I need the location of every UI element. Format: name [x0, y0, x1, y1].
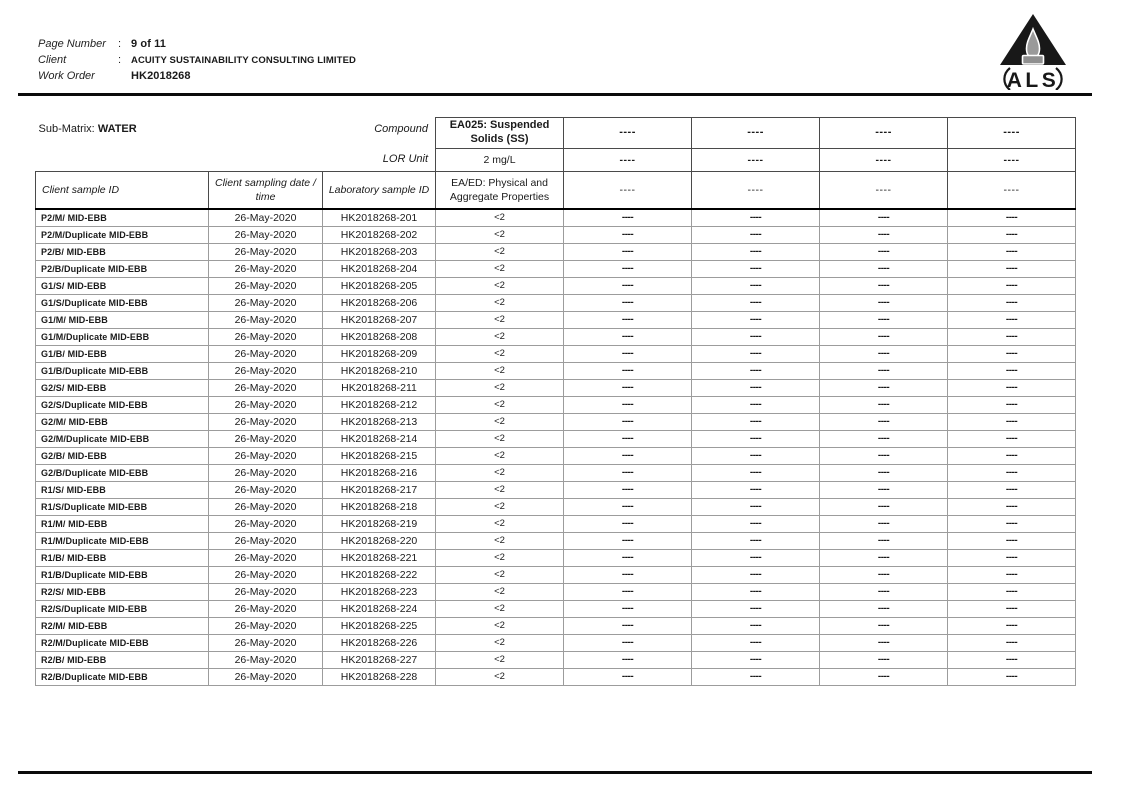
meta-row-page-number: [38, 38, 356, 54]
sample-row: [36, 294, 1076, 311]
result-value: ----: [820, 634, 948, 651]
sample-row: [36, 515, 1076, 532]
sampling-date: 26-May-2020: [209, 396, 323, 413]
result-value: <2: [436, 379, 564, 396]
result-value: <2: [436, 600, 564, 617]
laboratory-sample-id: HK2018268-226: [323, 634, 436, 651]
sampling-date: 26-May-2020: [209, 549, 323, 566]
result-value: <2: [436, 566, 564, 583]
result-value: <2: [436, 549, 564, 566]
compound-dash-cell: ----: [820, 118, 948, 149]
result-value: ----: [564, 549, 692, 566]
result-value: ----: [820, 396, 948, 413]
result-value: ----: [820, 515, 948, 532]
client-sample-id: P2/B/ MID-EBB: [36, 243, 209, 260]
result-value: ----: [948, 668, 1076, 685]
result-value: ----: [820, 464, 948, 481]
laboratory-sample-id: HK2018268-202: [323, 226, 436, 243]
client-sample-id: R2/S/Duplicate MID-EBB: [36, 600, 209, 617]
client-sample-id: G2/B/Duplicate MID-EBB: [36, 464, 209, 481]
sample-row: [36, 617, 1076, 634]
als-logo-icon: [998, 12, 1068, 90]
laboratory-sample-id: HK2018268-210: [323, 362, 436, 379]
client-sample-id: G2/S/Duplicate MID-EBB: [36, 396, 209, 413]
result-value: ----: [820, 600, 948, 617]
laboratory-sample-id: HK2018268-222: [323, 566, 436, 583]
result-value: ----: [564, 668, 692, 685]
meta-row-client: [38, 54, 356, 70]
client-sample-id: R2/M/Duplicate MID-EBB: [36, 634, 209, 651]
client-sample-id: R2/S/ MID-EBB: [36, 583, 209, 600]
laboratory-sample-id: HK2018268-223: [323, 583, 436, 600]
client-sample-id: G2/S/ MID-EBB: [36, 379, 209, 396]
result-value: <2: [436, 430, 564, 447]
sample-row: [36, 379, 1076, 396]
client-sample-id: P2/M/Duplicate MID-EBB: [36, 226, 209, 243]
sample-row: [36, 634, 1076, 651]
method-dash-cell: ----: [692, 171, 820, 209]
lor-dash-cell: ----: [820, 148, 948, 171]
client-sample-id: G2/M/ MID-EBB: [36, 413, 209, 430]
col-header-sampling-date: Client sampling date / time: [209, 171, 323, 209]
sample-row: [36, 651, 1076, 668]
result-value: <2: [436, 226, 564, 243]
sampling-date: 26-May-2020: [209, 651, 323, 668]
laboratory-sample-id: HK2018268-220: [323, 532, 436, 549]
sample-row: [36, 583, 1076, 600]
sample-row: [36, 396, 1076, 413]
result-value: ----: [564, 345, 692, 362]
result-value: ----: [820, 651, 948, 668]
column-header-row: [36, 171, 1076, 209]
sampling-date: 26-May-2020: [209, 617, 323, 634]
sampling-date: 26-May-2020: [209, 481, 323, 498]
laboratory-sample-id: HK2018268-208: [323, 328, 436, 345]
result-value: <2: [436, 651, 564, 668]
sampling-date: 26-May-2020: [209, 464, 323, 481]
result-value: ----: [948, 634, 1076, 651]
result-value: ----: [692, 617, 820, 634]
client-sample-id: G2/M/Duplicate MID-EBB: [36, 430, 209, 447]
sample-row: [36, 549, 1076, 566]
sample-row: [36, 668, 1076, 685]
sample-row: [36, 260, 1076, 277]
client-sample-id: P2/M/ MID-EBB: [36, 209, 209, 226]
result-value: ----: [564, 600, 692, 617]
result-value: ----: [948, 583, 1076, 600]
result-value: <2: [436, 515, 564, 532]
lor-dash-cell: ----: [692, 148, 820, 171]
result-value: ----: [692, 430, 820, 447]
sampling-date: 26-May-2020: [209, 209, 323, 226]
result-value: <2: [436, 243, 564, 260]
result-value: ----: [820, 617, 948, 634]
compound-dash-cell: ----: [564, 118, 692, 149]
result-value: ----: [820, 430, 948, 447]
client-sample-id: R1/M/Duplicate MID-EBB: [36, 532, 209, 549]
work-order-value: HK2018268: [131, 70, 191, 82]
result-value: ----: [564, 617, 692, 634]
sample-row: [36, 532, 1076, 549]
sampling-date: 26-May-2020: [209, 566, 323, 583]
sub-matrix-label: Sub-Matrix:: [38, 122, 95, 135]
result-value: ----: [948, 260, 1076, 277]
page-number-label: Page Number: [38, 38, 106, 50]
result-value: ----: [564, 498, 692, 515]
result-value: ----: [948, 413, 1076, 430]
result-value: ----: [820, 668, 948, 685]
result-value: ----: [564, 430, 692, 447]
result-value: ----: [820, 498, 948, 515]
client-sample-id: G1/S/Duplicate MID-EBB: [36, 294, 209, 311]
result-value: ----: [948, 549, 1076, 566]
result-value: ----: [948, 532, 1076, 549]
result-value: ----: [948, 651, 1076, 668]
result-value: ----: [564, 396, 692, 413]
laboratory-sample-id: HK2018268-212: [323, 396, 436, 413]
sample-row: [36, 311, 1076, 328]
client-sample-id: R1/S/Duplicate MID-EBB: [36, 498, 209, 515]
laboratory-sample-id: HK2018268-218: [323, 498, 436, 515]
result-value: ----: [564, 311, 692, 328]
sample-row: [36, 413, 1076, 430]
result-value: ----: [948, 345, 1076, 362]
sample-row: [36, 600, 1076, 617]
footer-divider-rule: [18, 771, 1092, 774]
client-sample-id: R2/M/ MID-EBB: [36, 617, 209, 634]
result-value: <2: [436, 294, 564, 311]
client-sample-id: G2/B/ MID-EBB: [36, 447, 209, 464]
sample-row: [36, 430, 1076, 447]
sample-row: [36, 498, 1076, 515]
result-value: ----: [948, 464, 1076, 481]
method-dash-cell: ----: [564, 171, 692, 209]
lor-unit-cell: 2 mg/L: [436, 148, 564, 171]
method-dash-cell: ----: [820, 171, 948, 209]
result-value: ----: [692, 260, 820, 277]
result-value: ----: [692, 413, 820, 430]
laboratory-sample-id: HK2018268-219: [323, 515, 436, 532]
result-value: ----: [564, 583, 692, 600]
result-value: ----: [948, 566, 1076, 583]
compound-dash-cell: ----: [692, 118, 820, 149]
sampling-date: 26-May-2020: [209, 413, 323, 430]
result-value: <2: [436, 498, 564, 515]
result-value: ----: [692, 566, 820, 583]
sampling-date: 26-May-2020: [209, 294, 323, 311]
sample-row: [36, 345, 1076, 362]
client-sample-id: G1/M/Duplicate MID-EBB: [36, 328, 209, 345]
laboratory-sample-id: HK2018268-206: [323, 294, 436, 311]
client-sample-id: G1/S/ MID-EBB: [36, 277, 209, 294]
page-number-value: 9 of 11: [131, 38, 166, 50]
result-value: ----: [948, 396, 1076, 413]
result-value: <2: [436, 362, 564, 379]
result-value: ----: [820, 243, 948, 260]
result-value: ----: [820, 447, 948, 464]
result-value: <2: [436, 396, 564, 413]
result-value: ----: [820, 549, 948, 566]
sample-row: [36, 277, 1076, 294]
result-value: ----: [692, 328, 820, 345]
sample-row: [36, 209, 1076, 226]
result-value: ----: [692, 362, 820, 379]
result-value: ----: [692, 515, 820, 532]
sampling-date: 26-May-2020: [209, 260, 323, 277]
sampling-date: 26-May-2020: [209, 583, 323, 600]
sub-matrix-value: WATER: [97, 122, 137, 135]
result-value: ----: [948, 379, 1076, 396]
laboratory-sample-id: HK2018268-205: [323, 277, 436, 294]
result-value: <2: [436, 260, 564, 277]
compound-label: Compound: [374, 122, 429, 135]
result-value: ----: [692, 532, 820, 549]
col-header-client-sample-id: Client sample ID: [36, 171, 209, 209]
sampling-date: 26-May-2020: [209, 634, 323, 651]
sample-row: [36, 226, 1076, 243]
result-value: ----: [692, 549, 820, 566]
sampling-date: 26-May-2020: [209, 668, 323, 685]
work-order-label: Work Order: [38, 70, 95, 82]
sampling-date: 26-May-2020: [209, 600, 323, 617]
result-value: ----: [948, 277, 1076, 294]
result-value: <2: [436, 634, 564, 651]
result-value: ----: [820, 566, 948, 583]
laboratory-sample-id: HK2018268-217: [323, 481, 436, 498]
client-sample-id: R2/B/Duplicate MID-EBB: [36, 668, 209, 685]
result-value: ----: [564, 447, 692, 464]
client-sample-id: R2/B/ MID-EBB: [36, 651, 209, 668]
result-value: ----: [564, 481, 692, 498]
result-value: <2: [436, 345, 564, 362]
result-value: ----: [948, 243, 1076, 260]
result-value: <2: [436, 464, 564, 481]
result-value: ----: [820, 362, 948, 379]
result-value: <2: [436, 481, 564, 498]
result-value: ----: [692, 243, 820, 260]
result-value: ----: [820, 260, 948, 277]
result-value: ----: [564, 651, 692, 668]
result-value: ----: [948, 430, 1076, 447]
header-divider-rule: [18, 93, 1092, 96]
result-value: ----: [948, 226, 1076, 243]
lor-dash-cell: ----: [564, 148, 692, 171]
result-value: ----: [564, 362, 692, 379]
client-value: ACUITY SUSTAINABILITY CONSULTING LIMITED: [131, 55, 356, 66]
laboratory-sample-id: HK2018268-204: [323, 260, 436, 277]
lor-dash-cell: ----: [948, 148, 1076, 171]
client-sample-id: R1/B/Duplicate MID-EBB: [36, 566, 209, 583]
client-sample-id: G1/B/Duplicate MID-EBB: [36, 362, 209, 379]
client-sample-id: G1/M/ MID-EBB: [36, 311, 209, 328]
result-value: ----: [564, 413, 692, 430]
laboratory-sample-id: HK2018268-213: [323, 413, 436, 430]
result-value: ----: [692, 345, 820, 362]
compound-dash-cell: ----: [948, 118, 1076, 149]
laboratory-sample-id: HK2018268-227: [323, 651, 436, 668]
result-value: ----: [948, 209, 1076, 226]
colon: :: [118, 38, 122, 50]
result-value: ----: [820, 413, 948, 430]
als-logo: [998, 12, 1068, 95]
client-label: Client: [38, 54, 67, 66]
result-value: ----: [564, 566, 692, 583]
sample-row: [36, 447, 1076, 464]
result-value: ----: [692, 600, 820, 617]
result-value: ----: [948, 617, 1076, 634]
laboratory-sample-id: HK2018268-203: [323, 243, 436, 260]
laboratory-sample-id: HK2018268-201: [323, 209, 436, 226]
results-table: [35, 117, 1076, 686]
result-value: <2: [436, 209, 564, 226]
result-value: ----: [820, 311, 948, 328]
method-dash-cell: ----: [948, 171, 1076, 209]
result-value: ----: [564, 209, 692, 226]
sampling-date: 26-May-2020: [209, 532, 323, 549]
result-value: ----: [692, 294, 820, 311]
result-value: ----: [692, 498, 820, 515]
sampling-date: 26-May-2020: [209, 311, 323, 328]
result-value: ----: [948, 311, 1076, 328]
result-value: ----: [820, 583, 948, 600]
result-value: ----: [692, 379, 820, 396]
laboratory-sample-id: HK2018268-225: [323, 617, 436, 634]
result-value: ----: [564, 515, 692, 532]
result-value: ----: [820, 294, 948, 311]
colon: :: [118, 54, 122, 66]
sampling-date: 26-May-2020: [209, 345, 323, 362]
meta-row-work-order: [38, 70, 356, 86]
sampling-date: 26-May-2020: [209, 379, 323, 396]
result-value: ----: [948, 328, 1076, 345]
sampling-date: 26-May-2020: [209, 447, 323, 464]
method-cell: EA/ED: Physical and Aggregate Properties: [436, 171, 564, 209]
laboratory-sample-id: HK2018268-215: [323, 447, 436, 464]
lor-unit-row: [36, 148, 1076, 171]
result-value: ----: [820, 328, 948, 345]
client-sample-id: G1/B/ MID-EBB: [36, 345, 209, 362]
col-header-lab-sample-id: Laboratory sample ID: [323, 171, 436, 209]
lor-unit-label: LOR Unit: [382, 153, 429, 166]
result-value: ----: [820, 379, 948, 396]
laboratory-sample-id: HK2018268-221: [323, 549, 436, 566]
result-value: ----: [948, 481, 1076, 498]
result-value: ----: [564, 260, 692, 277]
sampling-date: 26-May-2020: [209, 498, 323, 515]
result-value: <2: [436, 617, 564, 634]
laboratory-sample-id: HK2018268-209: [323, 345, 436, 362]
sampling-date: 26-May-2020: [209, 243, 323, 260]
result-value: ----: [692, 464, 820, 481]
sampling-date: 26-May-2020: [209, 328, 323, 345]
result-value: ----: [692, 226, 820, 243]
sample-row: [36, 243, 1076, 260]
result-value: ----: [692, 396, 820, 413]
sampling-date: 26-May-2020: [209, 362, 323, 379]
result-value: ----: [948, 294, 1076, 311]
svg-text:ALS: ALS: [1006, 69, 1060, 90]
result-value: ----: [692, 311, 820, 328]
results-table-body: [36, 209, 1076, 685]
result-value: <2: [436, 447, 564, 464]
client-sample-id: R1/S/ MID-EBB: [36, 481, 209, 498]
result-value: ----: [948, 600, 1076, 617]
result-value: ----: [820, 345, 948, 362]
laboratory-sample-id: HK2018268-207: [323, 311, 436, 328]
result-value: <2: [436, 311, 564, 328]
result-value: <2: [436, 413, 564, 430]
result-value: ----: [692, 651, 820, 668]
result-value: ----: [948, 515, 1076, 532]
sample-row: [36, 481, 1076, 498]
result-value: ----: [948, 498, 1076, 515]
compound-name-cell: EA025: Suspended Solids (SS): [436, 118, 564, 149]
result-value: <2: [436, 668, 564, 685]
result-value: ----: [692, 277, 820, 294]
laboratory-sample-id: HK2018268-214: [323, 430, 436, 447]
compound-header-row: [36, 118, 1076, 149]
result-value: ----: [564, 226, 692, 243]
result-value: ----: [820, 209, 948, 226]
result-value: ----: [948, 362, 1076, 379]
results-table-wrap: [35, 117, 1076, 686]
sampling-date: 26-May-2020: [209, 226, 323, 243]
sample-row: [36, 362, 1076, 379]
client-sample-id: P2/B/Duplicate MID-EBB: [36, 260, 209, 277]
result-value: ----: [820, 532, 948, 549]
sub-matrix: [36, 123, 137, 135]
laboratory-sample-id: HK2018268-228: [323, 668, 436, 685]
result-value: ----: [692, 447, 820, 464]
result-value: ----: [692, 668, 820, 685]
result-value: ----: [564, 464, 692, 481]
result-value: ----: [692, 583, 820, 600]
result-value: ----: [692, 209, 820, 226]
laboratory-sample-id: HK2018268-224: [323, 600, 436, 617]
result-value: <2: [436, 583, 564, 600]
result-value: ----: [948, 447, 1076, 464]
laboratory-sample-id: HK2018268-211: [323, 379, 436, 396]
sample-row: [36, 566, 1076, 583]
result-value: ----: [692, 634, 820, 651]
sampling-date: 26-May-2020: [209, 430, 323, 447]
client-sample-id: R1/B/ MID-EBB: [36, 549, 209, 566]
result-value: <2: [436, 532, 564, 549]
sample-row: [36, 464, 1076, 481]
laboratory-sample-id: HK2018268-216: [323, 464, 436, 481]
result-value: ----: [564, 294, 692, 311]
sampling-date: 26-May-2020: [209, 277, 323, 294]
sampling-date: 26-May-2020: [209, 515, 323, 532]
result-value: ----: [564, 634, 692, 651]
result-value: ----: [564, 243, 692, 260]
client-sample-id: R1/M/ MID-EBB: [36, 515, 209, 532]
result-value: <2: [436, 277, 564, 294]
result-value: ----: [564, 277, 692, 294]
sample-row: [36, 328, 1076, 345]
result-value: ----: [820, 226, 948, 243]
result-value: <2: [436, 328, 564, 345]
result-value: ----: [564, 532, 692, 549]
result-value: ----: [820, 277, 948, 294]
result-value: ----: [692, 481, 820, 498]
result-value: ----: [564, 328, 692, 345]
result-value: ----: [564, 379, 692, 396]
result-value: ----: [820, 481, 948, 498]
page-meta: [38, 38, 356, 86]
